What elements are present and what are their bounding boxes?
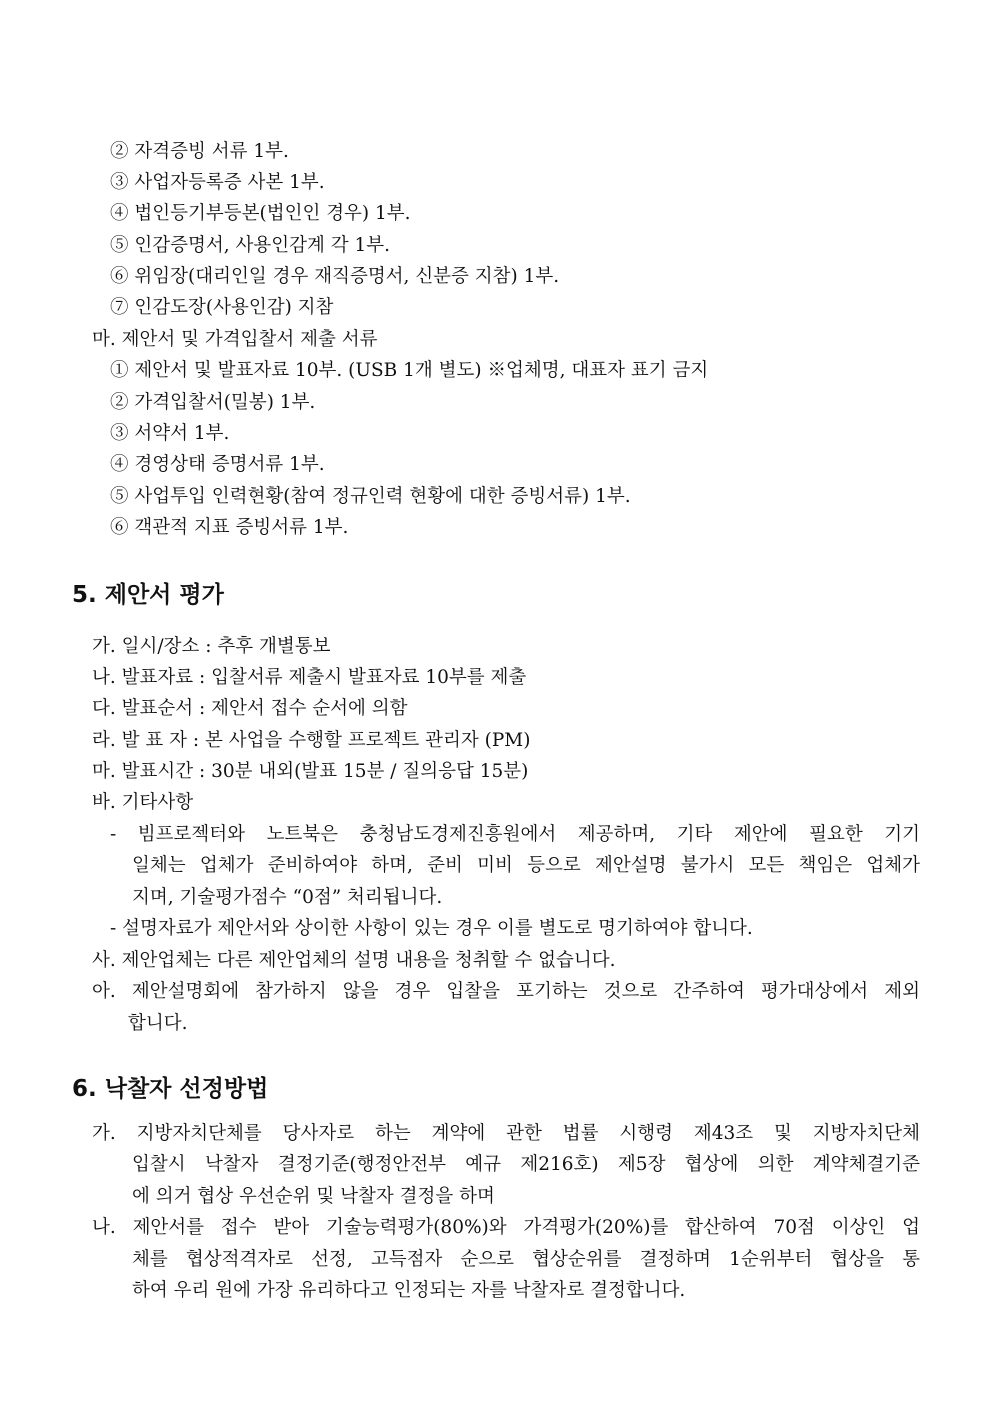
list-item: ④ 경영상태 증명서류 1부. bbox=[110, 454, 325, 475]
paragraph: 나. 제안서를 접수 받아 기술능력평가(80%)와 가격평가(20%)를 합산하여 70점 이상인 업 bbox=[92, 1217, 920, 1238]
bullet-line: 지며, 기술평가점수 “0점” 처리됩니다. bbox=[132, 887, 443, 908]
paragraph: 입찰시 낙찰자 결정기준(행정안전부 예규 제216호) 제5장 협상에 의한 계약체결기준 bbox=[132, 1154, 920, 1175]
list-item: ① 제안서 및 발표자료 10부. (USB 1개 별도) ※업체명, 대표자 표기 금지 bbox=[110, 360, 709, 381]
paragraph: 나. 발표자료 : 입찰서류 제출시 발표자료 10부를 제출 bbox=[92, 667, 527, 688]
paragraph: 바. 기타사항 bbox=[92, 792, 194, 813]
paragraph: 하여 우리 원에 가장 유리하다고 인정되는 자를 낙찰자로 결정합니다. bbox=[132, 1280, 686, 1301]
paragraph: 합니다. bbox=[128, 1013, 188, 1034]
list-item: ⑤ 인감증명서, 사용인감계 각 1부. bbox=[110, 235, 391, 256]
paragraph: 아. 제안설명회에 참가하지 않을 경우 입찰을 포기하는 것으로 간주하여 평가대상에서 제외 bbox=[92, 981, 920, 1002]
paragraph: 가. 지방자치단체를 당사자로 하는 계약에 관한 법률 시행령 제43조 및 지방자치단체 bbox=[92, 1123, 920, 1144]
list-item: ⑤ 사업투입 인력현황(참여 정규인력 현황에 대한 증빙서류) 1부. bbox=[110, 486, 631, 507]
list-item: ② 자격증빙 서류 1부. bbox=[110, 141, 289, 162]
list-item: ⑥ 위임장(대리인일 경우 재직증명서, 신분증 지참) 1부. bbox=[110, 266, 560, 287]
paragraph: 다. 발표순서 : 제안서 접수 순서에 의함 bbox=[92, 698, 408, 719]
list-item: ③ 사업자등록증 사본 1부. bbox=[110, 172, 325, 193]
list-item: ⑥ 객관적 지표 증빙서류 1부. bbox=[110, 517, 349, 538]
paragraph: 사. 제안업체는 다른 제안업체의 설명 내용을 청취할 수 없습니다. bbox=[92, 950, 616, 971]
section-title-6: 6. 낙찰자 선정방법 bbox=[72, 1076, 269, 1102]
list-item: ③ 서약서 1부. bbox=[110, 423, 230, 444]
paragraph: 라. 발 표 자 : 본 사업을 수행할 프로젝트 관리자 (PM) bbox=[92, 730, 531, 751]
list-item: ④ 법인등기부등본(법인인 경우) 1부. bbox=[110, 203, 411, 224]
paragraph: 마. 발표시간 : 30분 내외(발표 15분 / 질의응답 15분) bbox=[92, 761, 529, 782]
list-item: ② 가격입찰서(밀봉) 1부. bbox=[110, 392, 316, 413]
section-title-5: 5. 제안서 평가 bbox=[72, 582, 224, 608]
paragraph: 에 의거 협상 우선순위 및 낙찰자 결정을 하며 bbox=[132, 1186, 495, 1207]
bullet-line: - 설명자료가 제안서와 상이한 사항이 있는 경우 이를 별도로 명기하여야 합니다. bbox=[110, 918, 753, 939]
paragraph: 가. 일시/장소 : 추후 개별통보 bbox=[92, 636, 331, 657]
submission-heading: 마. 제안서 및 가격입찰서 제출 서류 bbox=[92, 329, 378, 350]
bullet-line: - 빔프로젝터와 노트북은 충청남도경제진흥원에서 제공하며, 기타 제안에 필요한 기기 bbox=[110, 824, 920, 845]
paragraph: 체를 협상적격자로 선정, 고득점자 순으로 협상순위를 결정하며 1순위부터 협상을 통 bbox=[132, 1249, 920, 1270]
bullet-line: 일체는 업체가 준비하여야 하며, 준비 미비 등으로 제안설명 불가시 모든 책임은 업체가 bbox=[132, 855, 920, 876]
list-item: ⑦ 인감도장(사용인감) 지참 bbox=[110, 297, 334, 318]
